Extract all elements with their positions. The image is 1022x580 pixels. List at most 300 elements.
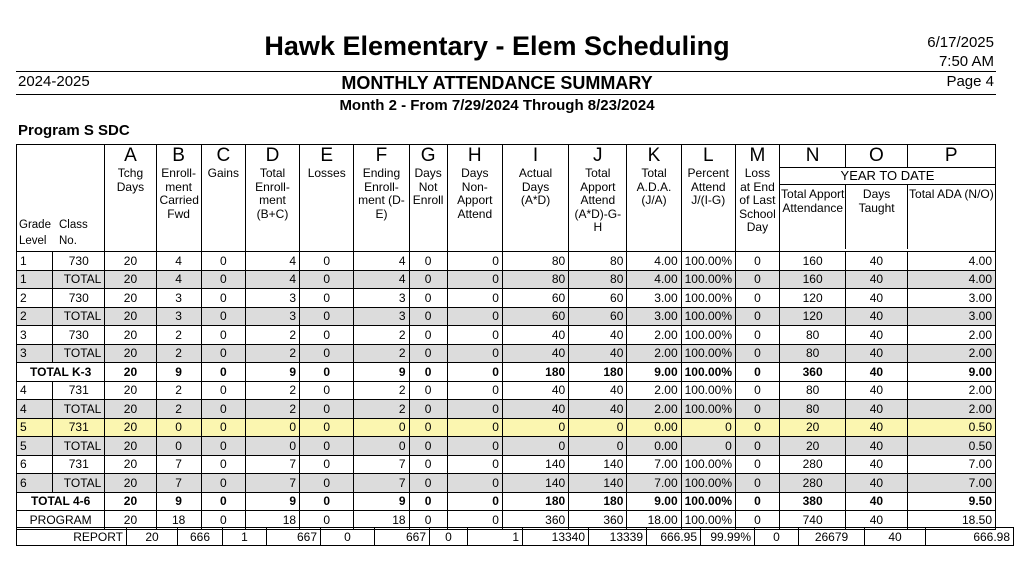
col-letter-o: O (869, 145, 884, 166)
cell-g: 0 (409, 307, 447, 326)
table-row (17, 418, 996, 437)
cell-m: 0 (735, 326, 779, 345)
grade-cell: 1 (17, 252, 53, 271)
col-label-a: Tchg Days (116, 166, 145, 194)
cell-n: 120 (780, 289, 846, 308)
cell-d: 7 (245, 474, 299, 493)
subtotal-row (17, 492, 996, 511)
cell-n: 740 (780, 511, 846, 530)
cell-o: 40 (846, 270, 907, 289)
cell-n: 360 (780, 363, 846, 382)
cell-c: 0 (201, 437, 245, 456)
grade-cell: 3 (17, 344, 53, 363)
cell-l: 100.00% (681, 344, 735, 363)
cell-m: 0 (735, 511, 779, 530)
cell-p: 2.00 (907, 326, 995, 345)
cell-j: 40 (569, 400, 627, 419)
year-to-date-header (780, 168, 996, 252)
cell-m: 0 (735, 437, 779, 456)
cell-p: 3.00 (907, 289, 995, 308)
grade-cell: 2 (17, 289, 53, 308)
cell-b: 7 (156, 455, 201, 474)
col-header-o (846, 145, 907, 168)
report-cell-g: 0 (430, 528, 468, 546)
header-row (17, 145, 996, 168)
col-header-g (409, 145, 447, 252)
col-header-e (300, 145, 354, 252)
cell-k: 7.00 (627, 474, 681, 493)
col-header-m (735, 145, 779, 252)
cell-g: 0 (409, 400, 447, 419)
report-time: 7:50 AM (938, 53, 994, 70)
class-cell: TOTAL (53, 344, 105, 363)
cell-o: 40 (846, 363, 907, 382)
cell-m: 0 (735, 400, 779, 419)
cell-m: 0 (735, 289, 779, 308)
cell-n: 160 (780, 270, 846, 289)
col-header-k (627, 145, 681, 252)
row-label: TOTAL 4-6 (17, 492, 105, 511)
cell-j: 0 (569, 418, 627, 437)
cell-a: 20 (105, 381, 156, 400)
cell-c: 0 (201, 289, 245, 308)
cell-j: 0 (569, 437, 627, 456)
cell-i: 80 (502, 270, 568, 289)
cell-k: 4.00 (627, 270, 681, 289)
cell-o: 40 (846, 474, 907, 493)
cell-b: 4 (156, 270, 201, 289)
grade-cell: 4 (17, 381, 53, 400)
cell-h: 0 (447, 270, 502, 289)
cell-d: 2 (245, 326, 299, 345)
cell-a: 20 (105, 418, 156, 437)
col-letter-d: D (265, 145, 280, 166)
report-cell-f: 667 (375, 528, 430, 546)
cell-o: 40 (846, 400, 907, 419)
cell-a: 20 (105, 307, 156, 326)
cell-i: 40 (502, 400, 568, 419)
cell-d: 4 (245, 270, 299, 289)
cell-l: 100.00% (681, 511, 735, 530)
cell-j: 60 (569, 289, 627, 308)
subtitle-rule (16, 94, 996, 95)
cell-f: 2 (354, 326, 409, 345)
cell-m: 0 (735, 307, 779, 326)
cell-g: 0 (409, 252, 447, 271)
class-cell: 730 (53, 252, 105, 271)
cell-o: 40 (846, 418, 907, 437)
cell-f: 7 (354, 455, 409, 474)
cell-n: 80 (780, 326, 846, 345)
cell-o: 40 (846, 326, 907, 345)
cell-e: 0 (300, 307, 354, 326)
table-row (17, 437, 996, 456)
report-cell-n: 26679 (799, 528, 865, 546)
cell-p: 0.50 (907, 437, 995, 456)
col-label-n: Total Apport Attendance (780, 185, 846, 249)
cell-m: 0 (735, 381, 779, 400)
col-label-g: Days Not Enroll (412, 166, 444, 207)
cell-d: 9 (245, 363, 299, 382)
cell-l: 100.00% (681, 492, 735, 511)
cell-k: 2.00 (627, 400, 681, 419)
cell-m: 0 (735, 492, 779, 511)
col-letter-h: H (467, 145, 482, 166)
cell-h: 0 (447, 455, 502, 474)
cell-o: 40 (846, 437, 907, 456)
cell-g: 0 (409, 381, 447, 400)
cell-g: 0 (409, 437, 447, 456)
cell-l: 100.00% (681, 270, 735, 289)
class-cell: 730 (53, 289, 105, 308)
cell-p: 2.00 (907, 344, 995, 363)
col-header-n (780, 145, 846, 168)
grade-cell: 5 (17, 437, 53, 456)
col-letter-j: J (593, 145, 603, 166)
class-cell: TOTAL (53, 307, 105, 326)
col-letter-a: A (124, 145, 137, 166)
report-cell-h: 1 (468, 528, 523, 546)
cell-a: 20 (105, 363, 156, 382)
cell-c: 0 (201, 455, 245, 474)
cell-n: 120 (780, 307, 846, 326)
cell-p: 2.00 (907, 381, 995, 400)
header-rule (16, 71, 996, 72)
cell-f: 9 (354, 492, 409, 511)
cell-e: 0 (300, 270, 354, 289)
report-cell-d: 667 (267, 528, 321, 546)
cell-k: 2.00 (627, 381, 681, 400)
cell-b: 2 (156, 344, 201, 363)
cell-i: 0 (502, 437, 568, 456)
cell-o: 40 (846, 492, 907, 511)
cell-n: 280 (780, 474, 846, 493)
cell-g: 0 (409, 418, 447, 437)
col-header-d (245, 145, 299, 252)
col-label-k: Total A.D.A. (J/A) (636, 166, 672, 207)
cell-j: 80 (569, 270, 627, 289)
cell-f: 3 (354, 289, 409, 308)
report-cell-o: 40 (865, 528, 926, 546)
cell-a: 20 (105, 289, 156, 308)
program-label: Program S SDC (18, 122, 130, 139)
cell-e: 0 (300, 511, 354, 530)
col-letter-i: I (532, 145, 539, 166)
col-header-i (502, 145, 568, 252)
table-row (17, 252, 996, 271)
cell-n: 280 (780, 455, 846, 474)
cell-h: 0 (447, 326, 502, 345)
report-cell-p: 666.98 (926, 528, 1014, 546)
cell-d: 2 (245, 381, 299, 400)
col-label-c: Gains (207, 166, 239, 180)
cell-c: 0 (201, 400, 245, 419)
col-label-h: Days Non- Apport Attend (457, 166, 493, 221)
cell-c: 0 (201, 307, 245, 326)
cell-g: 0 (409, 511, 447, 530)
cell-b: 7 (156, 474, 201, 493)
cell-a: 20 (105, 492, 156, 511)
grade-cell: 6 (17, 455, 53, 474)
cell-e: 0 (300, 418, 354, 437)
table-row (17, 474, 996, 493)
col-label-j: Total Apport Attend (A*D)-G-H (574, 166, 622, 234)
col-header-f (354, 145, 409, 252)
cell-a: 20 (105, 344, 156, 363)
cell-g: 0 (409, 344, 447, 363)
cell-d: 2 (245, 400, 299, 419)
cell-l: 100.00% (681, 381, 735, 400)
year-to-date-label: YEAR TO DATE (780, 168, 995, 185)
class-cell: 730 (53, 326, 105, 345)
cell-p: 7.00 (907, 474, 995, 493)
cell-o: 40 (846, 289, 907, 308)
col-letter-e: E (320, 145, 334, 166)
cell-f: 3 (354, 307, 409, 326)
cell-h: 0 (447, 252, 502, 271)
col-header-c (201, 145, 245, 252)
table-row (17, 381, 996, 400)
cell-e: 0 (300, 400, 354, 419)
cell-g: 0 (409, 289, 447, 308)
cell-h: 0 (447, 400, 502, 419)
cell-i: 360 (502, 511, 568, 530)
class-cell: TOTAL (53, 400, 105, 419)
cell-i: 180 (502, 492, 568, 511)
grade-cell: 3 (17, 326, 53, 345)
cell-k: 0.00 (627, 437, 681, 456)
cell-c: 0 (201, 381, 245, 400)
class-cell: 731 (53, 418, 105, 437)
cell-f: 4 (354, 252, 409, 271)
cell-p: 7.00 (907, 455, 995, 474)
cell-d: 4 (245, 252, 299, 271)
cell-h: 0 (447, 289, 502, 308)
cell-p: 18.50 (907, 511, 995, 530)
col-letter-b: B (172, 145, 185, 166)
cell-e: 0 (300, 492, 354, 511)
cell-p: 9.50 (907, 492, 995, 511)
report-cell-b: 666 (178, 528, 223, 546)
cell-e: 0 (300, 289, 354, 308)
col-letter-k: K (647, 145, 661, 166)
cell-b: 4 (156, 252, 201, 271)
report-cell-k: 666.95 (647, 528, 701, 546)
cell-h: 0 (447, 492, 502, 511)
class-cell: TOTAL (53, 270, 105, 289)
cell-l: 0 (681, 437, 735, 456)
cell-k: 4.00 (627, 252, 681, 271)
cell-k: 0.00 (627, 418, 681, 437)
cell-i: 60 (502, 307, 568, 326)
cell-j: 180 (569, 492, 627, 511)
cell-l: 100.00% (681, 326, 735, 345)
report-cell-a: 20 (127, 528, 178, 546)
report-cell-i: 13340 (523, 528, 589, 546)
cell-n: 380 (780, 492, 846, 511)
cell-d: 7 (245, 455, 299, 474)
cell-f: 0 (354, 418, 409, 437)
col-letter-p: P (944, 145, 958, 166)
cell-o: 40 (846, 252, 907, 271)
table-row (17, 455, 996, 474)
cell-a: 20 (105, 270, 156, 289)
cell-l: 100.00% (681, 289, 735, 308)
cell-b: 3 (156, 289, 201, 308)
report-cell-e: 0 (321, 528, 375, 546)
cell-a: 20 (105, 252, 156, 271)
table-row (17, 289, 996, 308)
cell-b: 2 (156, 400, 201, 419)
cell-d: 3 (245, 289, 299, 308)
cell-b: 0 (156, 437, 201, 456)
cell-l: 100.00% (681, 363, 735, 382)
cell-c: 0 (201, 363, 245, 382)
cell-c: 0 (201, 344, 245, 363)
cell-b: 2 (156, 326, 201, 345)
cell-k: 9.00 (627, 363, 681, 382)
report-period: Month 2 - From 7/29/2024 Through 8/23/2024 (339, 97, 655, 114)
cell-i: 80 (502, 252, 568, 271)
cell-p: 0.50 (907, 418, 995, 437)
cell-j: 360 (569, 511, 627, 530)
cell-a: 20 (105, 437, 156, 456)
cell-b: 0 (156, 418, 201, 437)
cell-i: 140 (502, 474, 568, 493)
cell-f: 2 (354, 344, 409, 363)
cell-d: 2 (245, 344, 299, 363)
table-row (17, 326, 996, 345)
cell-j: 80 (569, 252, 627, 271)
cell-d: 0 (245, 437, 299, 456)
report-label: REPORT (17, 528, 127, 546)
cell-j: 40 (569, 381, 627, 400)
cell-l: 100.00% (681, 252, 735, 271)
attendance-table-body (17, 145, 996, 530)
cell-o: 40 (846, 511, 907, 530)
col-label-l: Percent Attend J/(I-G) (687, 166, 729, 207)
cell-g: 0 (409, 455, 447, 474)
grade-cell: 2 (17, 307, 53, 326)
cell-m: 0 (735, 474, 779, 493)
cell-l: 100.00% (681, 307, 735, 326)
cell-g: 0 (409, 270, 447, 289)
cell-k: 2.00 (627, 344, 681, 363)
cell-f: 9 (354, 363, 409, 382)
cell-d: 3 (245, 307, 299, 326)
cell-p: 3.00 (907, 307, 995, 326)
cell-d: 9 (245, 492, 299, 511)
cell-n: 80 (780, 344, 846, 363)
cell-h: 0 (447, 437, 502, 456)
cell-g: 0 (409, 326, 447, 345)
cell-l: 0 (681, 418, 735, 437)
cell-i: 60 (502, 289, 568, 308)
grade-cell: 4 (17, 400, 53, 419)
cell-f: 4 (354, 270, 409, 289)
attendance-table (16, 144, 996, 530)
col-letter-m: M (749, 145, 766, 166)
cell-o: 40 (846, 307, 907, 326)
col-label-i: Actual Days (A*D) (518, 166, 553, 207)
col-letter-f: F (375, 145, 388, 166)
cell-m: 0 (735, 252, 779, 271)
col-header-j (569, 145, 627, 252)
cell-d: 0 (245, 418, 299, 437)
table-row (17, 307, 996, 326)
cell-k: 7.00 (627, 455, 681, 474)
cell-e: 0 (300, 344, 354, 363)
cell-c: 0 (201, 418, 245, 437)
class-no-header: Class No. (59, 219, 88, 247)
cell-a: 20 (105, 400, 156, 419)
cell-c: 0 (201, 474, 245, 493)
cell-l: 100.00% (681, 400, 735, 419)
cell-e: 0 (300, 437, 354, 456)
cell-j: 180 (569, 363, 627, 382)
report-cell-m: 0 (755, 528, 799, 546)
cell-a: 20 (105, 511, 156, 530)
col-header-a (105, 145, 156, 252)
col-letter-g: G (420, 145, 436, 166)
cell-o: 40 (846, 344, 907, 363)
cell-m: 0 (735, 344, 779, 363)
cell-n: 20 (780, 418, 846, 437)
table-row (17, 400, 996, 419)
class-cell: 731 (53, 455, 105, 474)
cell-c: 0 (201, 326, 245, 345)
cell-f: 2 (354, 381, 409, 400)
cell-j: 40 (569, 344, 627, 363)
col-letter-l: L (702, 145, 714, 166)
table-row (17, 344, 996, 363)
cell-p: 4.00 (907, 252, 995, 271)
cell-g: 0 (409, 492, 447, 511)
cell-f: 18 (354, 511, 409, 530)
cell-h: 0 (447, 344, 502, 363)
col-label-d: Total Enroll- ment (B+C) (255, 166, 290, 221)
grade-cell: 6 (17, 474, 53, 493)
cell-m: 0 (735, 418, 779, 437)
col-header-l (681, 145, 735, 252)
cell-c: 0 (201, 511, 245, 530)
cell-e: 0 (300, 326, 354, 345)
cell-c: 0 (201, 252, 245, 271)
table-row (17, 270, 996, 289)
grade-class-header (17, 145, 105, 252)
cell-j: 60 (569, 307, 627, 326)
report-cell-j: 13339 (589, 528, 647, 546)
cell-a: 20 (105, 455, 156, 474)
grade-cell: 1 (17, 270, 53, 289)
report-total-row (17, 528, 1014, 546)
cell-o: 40 (846, 455, 907, 474)
cell-a: 20 (105, 326, 156, 345)
cell-g: 0 (409, 363, 447, 382)
cell-b: 3 (156, 307, 201, 326)
cell-h: 0 (447, 511, 502, 530)
row-label: TOTAL K-3 (17, 363, 105, 382)
report-cell-c: 1 (223, 528, 267, 546)
cell-i: 40 (502, 344, 568, 363)
class-cell: 731 (53, 381, 105, 400)
cell-k: 9.00 (627, 492, 681, 511)
page-number: Page 4 (946, 73, 994, 90)
cell-d: 18 (245, 511, 299, 530)
cell-l: 100.00% (681, 455, 735, 474)
cell-p: 2.00 (907, 400, 995, 419)
grade-level-header: Grade Level (19, 219, 51, 247)
